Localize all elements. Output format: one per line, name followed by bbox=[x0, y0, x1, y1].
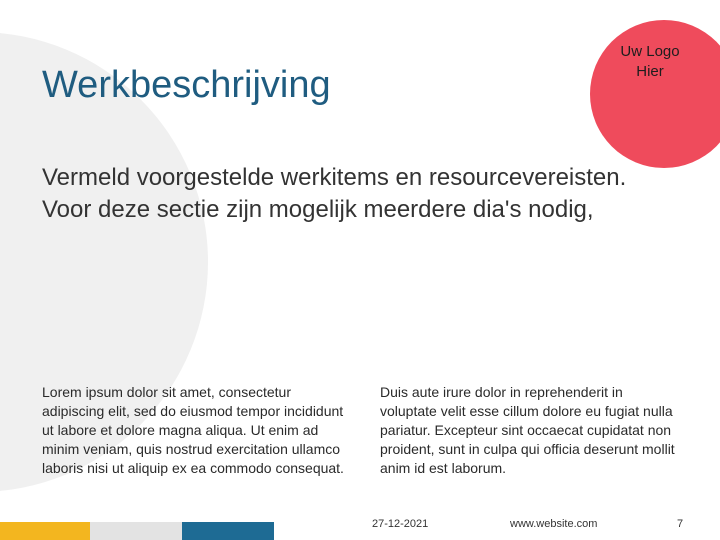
footer-date: 27-12-2021 bbox=[372, 518, 429, 530]
text-column-right: Duis aute irure dolor in reprehenderit in voluptate velit esse cillum dolore eu fugiat nulla pariatur. Excepteur sint occaecat cupidatat non proident, sunt in culpa qui officia deserunt mollit anim id est laborum. bbox=[380, 384, 675, 476]
logo-placeholder-text: Uw Logo Hier bbox=[620, 43, 680, 80]
footer-bar-gray bbox=[90, 522, 182, 540]
text-column-left: Lorem ipsum dolor sit amet, consectetur adipiscing elit, sed do eiusmod tempor incididunt ut labore et dolore magna aliqua. Ut enim ad minim veniam, quis nostrud exercitation ullamco laboris nisi ut aliquip ex ea commodo consequat. bbox=[42, 384, 344, 476]
footer-website: www.website.com bbox=[510, 518, 598, 530]
slide-title: Werkbeschrijving bbox=[42, 64, 331, 106]
footer-bar-yellow bbox=[0, 522, 90, 540]
footer-page-number: 7 bbox=[677, 518, 684, 530]
footer-bar-blue bbox=[182, 522, 274, 540]
slide-body-text: Vermeld voorgestelde werkitems en resourcevereisten. Voor deze sectie zijn mogelijk meerdere dia's nodig, bbox=[42, 164, 627, 223]
